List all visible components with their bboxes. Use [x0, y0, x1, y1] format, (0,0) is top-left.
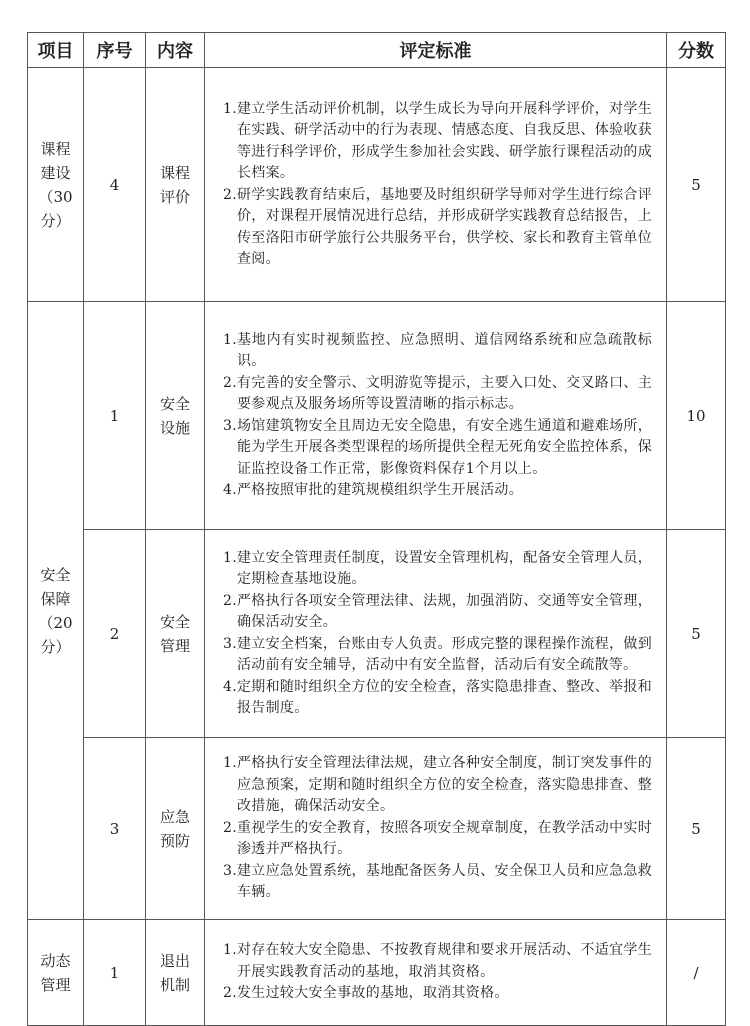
- content-label-line: 安全: [159, 394, 190, 413]
- criteria-item: [223, 861, 652, 904]
- criteria-text: 有完善的安全警示、文明游览等提示，主要入口处、交叉路口、主要参观点及服务场所等设置清晰的指示标志。: [237, 374, 652, 412]
- criteria-number: 2.: [223, 592, 237, 609]
- project-cell: [28, 302, 84, 920]
- header-score: 分数: [667, 33, 726, 68]
- criteria-item: [223, 548, 652, 591]
- project-label-line: 课程: [40, 139, 71, 158]
- criteria-cell: [205, 920, 667, 1026]
- project-label-line: 安全: [40, 565, 71, 584]
- score-cell: 5: [667, 738, 726, 920]
- content-cell: [146, 920, 205, 1026]
- table-row: [28, 738, 726, 920]
- seq-cell: 1: [84, 302, 146, 530]
- content-cell: [146, 68, 205, 302]
- criteria-cell: [205, 302, 667, 530]
- content-label-line: 管理: [159, 636, 190, 655]
- table-row: [28, 302, 726, 530]
- table-row: [28, 68, 726, 302]
- content-label-line: 评价: [159, 187, 190, 206]
- header-criteria: 评定标准: [205, 33, 667, 68]
- criteria-item: [223, 330, 652, 373]
- header-row: [28, 33, 726, 68]
- content-label-line: 预防: [159, 831, 190, 850]
- criteria-number: 2.: [223, 374, 237, 391]
- content-label-line: 退出: [159, 951, 190, 970]
- criteria-number: 4.: [223, 482, 237, 498]
- criteria-item: [223, 634, 652, 677]
- criteria-item: [223, 373, 652, 416]
- criteria-item: [223, 753, 652, 818]
- criteria-text: 建立安全管理责任制度，设置安全管理机构，配备安全管理人员，定期检查基地设施。: [237, 549, 652, 587]
- criteria-text: 场馆建筑物安全且周边无安全隐患，有安全逃生通道和避难场所，能为学生开展各类型课程的场所提供全程无死角安全监控体系，保证监控设备工作正常，影像资料保存1个月以上。: [237, 417, 652, 477]
- content-label-line: 设施: [159, 418, 190, 437]
- criteria-number: 3.: [223, 635, 237, 652]
- criteria-text: 对存在较大安全隐患、不按教育规律和要求开展活动、不适宜学生开展实践教育活动的基地，取消其资格。: [237, 942, 652, 980]
- criteria-text: 研学实践教育结束后，基地要及时组织研学导师对学生进行综合评价，对课程开展情况进行总结，并形成研学实践教育总结报告，上传至洛阳市研学旅行公共服务平台，供学校、家长和教育主管单位查阅。: [237, 186, 652, 267]
- seq-cell: 1: [84, 920, 146, 1026]
- criteria-number: 4.: [223, 678, 237, 695]
- criteria-text: 严格执行安全管理法律法规，建立各种安全制度，制订突发事件的应急预案，定期和随时组织全方位的安全检查，落实隐患排查、整改措施，确保活动安全。: [237, 755, 652, 815]
- table-row: [28, 530, 726, 738]
- criteria-text: 定期和随时组织全方位的安全检查，落实隐患排查、整改、举报和报告制度。: [237, 678, 652, 716]
- criteria-number: 1.: [223, 942, 237, 959]
- criteria-number: 3.: [223, 862, 237, 879]
- criteria-text: 建立应急处置系统，基地配备医务人员、安全保卫人员和应急急救车辆。: [237, 862, 652, 901]
- criteria-item: [223, 983, 652, 1005]
- criteria-text: 基地内有实时视频监控、应急照明、道信网络系统和应急疏散标识。: [237, 331, 652, 369]
- criteria-text: 建立学生活动评价机制，以学生成长为导向开展科学评价，对学生在实践、研学活动中的行为表现、情感态度、自我反思、体验收获等进行科学评价，形成学生参加社会实践、研学旅行课程活动的成长档案。: [237, 100, 652, 181]
- project-label-line: 动态: [40, 951, 71, 970]
- criteria-number: 2.: [223, 186, 237, 203]
- criteria-item: [223, 480, 652, 502]
- criteria-text: 严格按照审批的建筑规模组织学生开展活动。: [237, 482, 523, 498]
- criteria-item: [223, 185, 652, 271]
- content-label-line: 应急: [159, 807, 190, 826]
- project-label-line: 建设: [40, 163, 71, 182]
- criteria-item: [223, 940, 652, 983]
- criteria-number: 1.: [223, 549, 237, 566]
- seq-cell: 2: [84, 530, 146, 738]
- project-label-line: 保障: [40, 589, 71, 608]
- project-label-line: （30分）: [38, 187, 73, 230]
- criteria-cell: [205, 68, 667, 302]
- criteria-item: [223, 416, 652, 481]
- criteria-text: 发生过较大安全事故的基地，取消其资格。: [237, 985, 509, 1002]
- project-label-line: 管理: [40, 975, 71, 994]
- criteria-number: 2.: [223, 819, 237, 836]
- content-label-line: 机制: [159, 975, 190, 994]
- content-label-line: 安全: [159, 612, 190, 631]
- criteria-number: 1.: [223, 331, 237, 348]
- criteria-number: 2.: [223, 985, 237, 1002]
- content-cell: [146, 302, 205, 530]
- evaluation-table: [27, 32, 726, 1026]
- seq-cell: 4: [84, 68, 146, 302]
- content-cell: [146, 738, 205, 920]
- header-content: 内容: [146, 33, 205, 68]
- content-label-line: 课程: [159, 163, 190, 182]
- criteria-number: 1.: [223, 755, 237, 772]
- criteria-number: 1.: [223, 100, 237, 117]
- criteria-item: [223, 818, 652, 861]
- criteria-item: [223, 99, 652, 185]
- score-cell: 5: [667, 68, 726, 302]
- project-cell: [28, 920, 84, 1026]
- criteria-text: 建立安全档案，台账由专人负责。形成完整的课程操作流程，做到活动前有安全辅导，活动中有安全监督，活动后有安全疏散等。: [237, 635, 652, 673]
- criteria-number: 3.: [223, 417, 237, 434]
- content-cell: [146, 530, 205, 738]
- criteria-cell: [205, 530, 667, 738]
- score-cell: 10: [667, 302, 726, 530]
- table-row: [28, 920, 726, 1026]
- criteria-cell: [205, 738, 667, 920]
- header-project: 项目: [28, 33, 84, 68]
- criteria-item: [223, 677, 652, 720]
- score-cell: /: [667, 920, 726, 1026]
- seq-cell: 3: [84, 738, 146, 920]
- project-label-line: （20分）: [38, 613, 73, 656]
- header-seq: 序号: [84, 33, 146, 68]
- criteria-text: 严格执行各项安全管理法律、法规，加强消防、交通等安全管理，确保活动安全。: [237, 592, 652, 630]
- score-cell: 5: [667, 530, 726, 738]
- criteria-text: 重视学生的安全教育，按照各项安全规章制度，在教学活动中实时渗透并严格执行。: [237, 819, 652, 858]
- project-cell: [28, 68, 84, 302]
- criteria-item: [223, 591, 652, 634]
